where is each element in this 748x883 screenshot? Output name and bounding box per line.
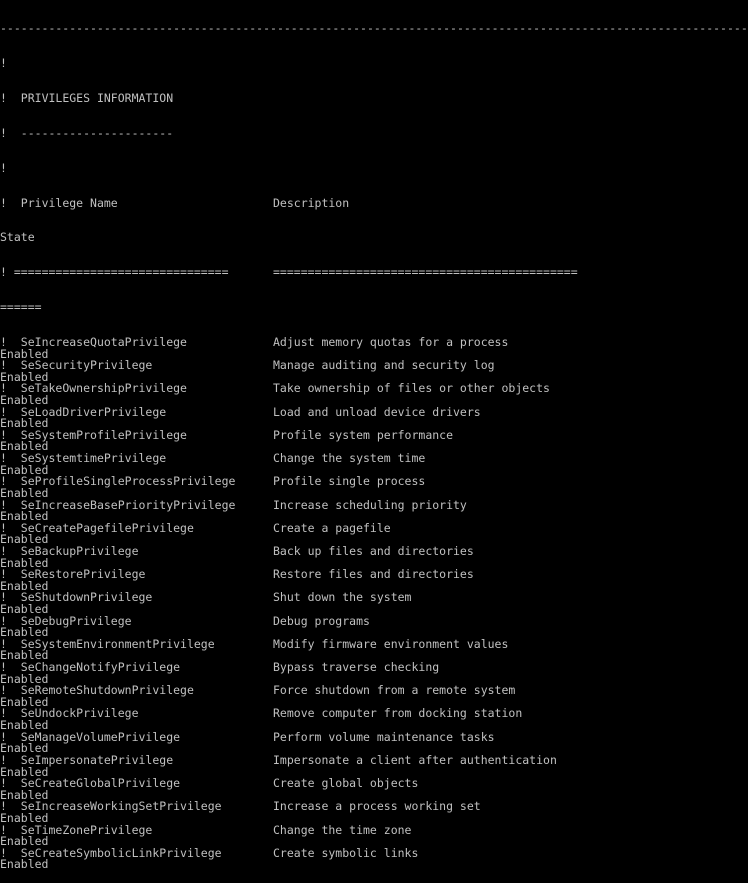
table-row xyxy=(0,520,599,535)
privilege-description: Impersonate a client after authentication xyxy=(273,752,557,767)
privilege-description: Remove computer from docking station xyxy=(273,706,523,721)
table-row xyxy=(0,569,599,581)
privilege-name: ! SeSystemEnvironmentPrivilege xyxy=(0,636,215,651)
header-privilege-name: ! Privilege Name xyxy=(0,195,118,210)
table-row xyxy=(0,497,599,512)
privilege-description: Modify firmware environment values xyxy=(273,636,509,651)
privilege-description: Profile system performance xyxy=(273,427,454,442)
privilege-description: Increase scheduling priority xyxy=(273,497,467,512)
privilege-state: Enabled xyxy=(0,764,49,779)
sidebar-marker: ! xyxy=(0,160,7,175)
privilege-state: Enabled xyxy=(0,671,49,686)
section-title-underline: ---------------------- xyxy=(20,125,174,140)
privilege-state: Enabled xyxy=(0,393,49,408)
privilege-name: ! SeProfileSingleProcessPrivilege xyxy=(0,474,236,489)
privilege-description: Adjust memory quotas for a process xyxy=(273,334,509,349)
privilege-description: Perform volume maintenance tasks xyxy=(273,729,495,744)
privilege-name: ! SeUndockPrivilege xyxy=(0,706,139,721)
privilege-state: Enabled xyxy=(0,509,49,524)
privilege-name: ! SeSystemProfilePrivilege xyxy=(0,427,187,442)
privilege-name: ! SeManageVolumePrivilege xyxy=(0,729,181,744)
privilege-description: Take ownership of files or other objects xyxy=(273,381,550,396)
privilege-name: ! SeImpersonatePrivilege xyxy=(0,752,174,767)
privilege-description: Shut down the system xyxy=(273,590,412,605)
table-row xyxy=(0,752,599,767)
table-row xyxy=(0,453,599,465)
privilege-state: Enabled xyxy=(0,694,49,709)
privilege-description: Force shutdown from a remote system xyxy=(273,683,516,698)
privilege-state: Enabled xyxy=(0,555,49,570)
table-row xyxy=(0,729,599,744)
table-rule xyxy=(0,267,599,279)
privilege-name: ! SeTimeZonePrivilege xyxy=(0,822,153,837)
table-row xyxy=(0,778,599,790)
privilege-description: Profile single process xyxy=(273,474,426,489)
table-row xyxy=(0,685,599,697)
privilege-description: Back up files and directories xyxy=(273,543,474,558)
privilege-state: Enabled xyxy=(0,532,49,547)
privilege-state: Enabled xyxy=(0,810,49,825)
sidebar-marker: ! xyxy=(0,125,7,140)
privilege-name: ! SeSecurityPrivilege xyxy=(0,358,153,373)
table-header xyxy=(0,195,599,210)
privilege-state: Enabled xyxy=(0,578,49,593)
table-row xyxy=(0,360,599,372)
table-row xyxy=(0,404,599,419)
header-state: State xyxy=(0,230,35,245)
top-rule: ------------------------------------------------------------------------------------------------------------ xyxy=(0,21,748,36)
table-row xyxy=(0,708,599,720)
rule-desc: ============================================ xyxy=(273,265,578,280)
privilege-state: Enabled xyxy=(0,625,49,640)
privilege-state: Enabled xyxy=(0,787,49,802)
table-row xyxy=(0,801,599,813)
privilege-list xyxy=(0,334,599,872)
privilege-description: Bypass traverse checking xyxy=(273,660,440,675)
table-row xyxy=(0,845,599,860)
table-row xyxy=(0,543,599,558)
table-row xyxy=(0,636,599,651)
privilege-name: ! SeShutdownPrivilege xyxy=(0,590,153,605)
table-row xyxy=(0,383,599,395)
privilege-state: Enabled xyxy=(0,346,49,361)
privilege-description: Create a pagefile xyxy=(273,520,391,535)
section-title-underline-line xyxy=(0,125,599,140)
privilege-state: Enabled xyxy=(0,741,49,756)
table-row xyxy=(0,822,599,837)
privilege-description: Debug programs xyxy=(273,613,370,628)
privilege-state: Enabled xyxy=(0,834,49,849)
privilege-name: ! SeLoadDriverPrivilege xyxy=(0,404,167,419)
privilege-state: Enabled xyxy=(0,718,49,733)
privilege-state: Enabled xyxy=(0,439,49,454)
privilege-description: Create global objects xyxy=(273,776,419,791)
privilege-description: Restore files and directories xyxy=(273,567,474,582)
table-row xyxy=(0,334,599,349)
table-row xyxy=(0,613,599,628)
privilege-name: ! SeBackupPrivilege xyxy=(0,543,139,558)
privilege-name: ! SeSystemtimePrivilege xyxy=(0,451,167,466)
table-row xyxy=(0,476,599,488)
section-title-line xyxy=(0,90,599,105)
privilege-description: Create symbolic links xyxy=(273,845,419,860)
privilege-description: Load and unload device drivers xyxy=(273,404,481,419)
privilege-name: ! SeIncreaseQuotaPrivilege xyxy=(0,334,187,349)
sidebar-marker: ! xyxy=(0,90,7,105)
privilege-name: ! SeTakeOwnershipPrivilege xyxy=(0,381,187,396)
privilege-name: ! SeRestorePrivilege xyxy=(0,567,146,582)
table-row xyxy=(0,662,599,674)
table-row xyxy=(0,427,599,442)
privilege-state: Enabled xyxy=(0,485,49,500)
privilege-name: ! SeChangeNotifyPrivilege xyxy=(0,660,181,675)
privilege-name: ! SeRemoteShutdownPrivilege xyxy=(0,683,194,698)
privilege-description: Manage auditing and security log xyxy=(273,358,495,373)
rule-name: ! =============================== xyxy=(0,265,229,280)
privilege-description: Change the system time xyxy=(273,451,426,466)
privilege-description: Increase a process working set xyxy=(273,799,481,814)
privilege-state: Enabled xyxy=(0,857,49,872)
privilege-state: Enabled xyxy=(0,602,49,616)
privilege-name: ! SeCreatePagefilePrivilege xyxy=(0,520,194,535)
sidebar-marker: ! xyxy=(0,56,7,71)
privilege-state: Enabled xyxy=(0,369,49,384)
privilege-name: ! SeCreateGlobalPrivilege xyxy=(0,776,181,791)
header-description: Description xyxy=(273,195,350,210)
privilege-state: Enabled xyxy=(0,648,49,663)
privilege-name: ! SeIncreaseWorkingSetPrivilege xyxy=(0,799,222,814)
privilege-name: ! SeDebugPrivilege xyxy=(0,613,132,628)
section-title: PRIVILEGES INFORMATION xyxy=(20,90,174,105)
table-rule-wrap: ====== xyxy=(0,300,42,315)
privilege-state: Enabled xyxy=(0,462,49,477)
table-row xyxy=(0,592,599,604)
privilege-description: Change the time zone xyxy=(273,822,412,837)
privilege-name: ! SeCreateSymbolicLinkPrivilege xyxy=(0,845,222,860)
privilege-state: Enabled xyxy=(0,416,49,431)
privilege-name: ! SeIncreaseBasePriorityPrivilege xyxy=(0,497,236,512)
